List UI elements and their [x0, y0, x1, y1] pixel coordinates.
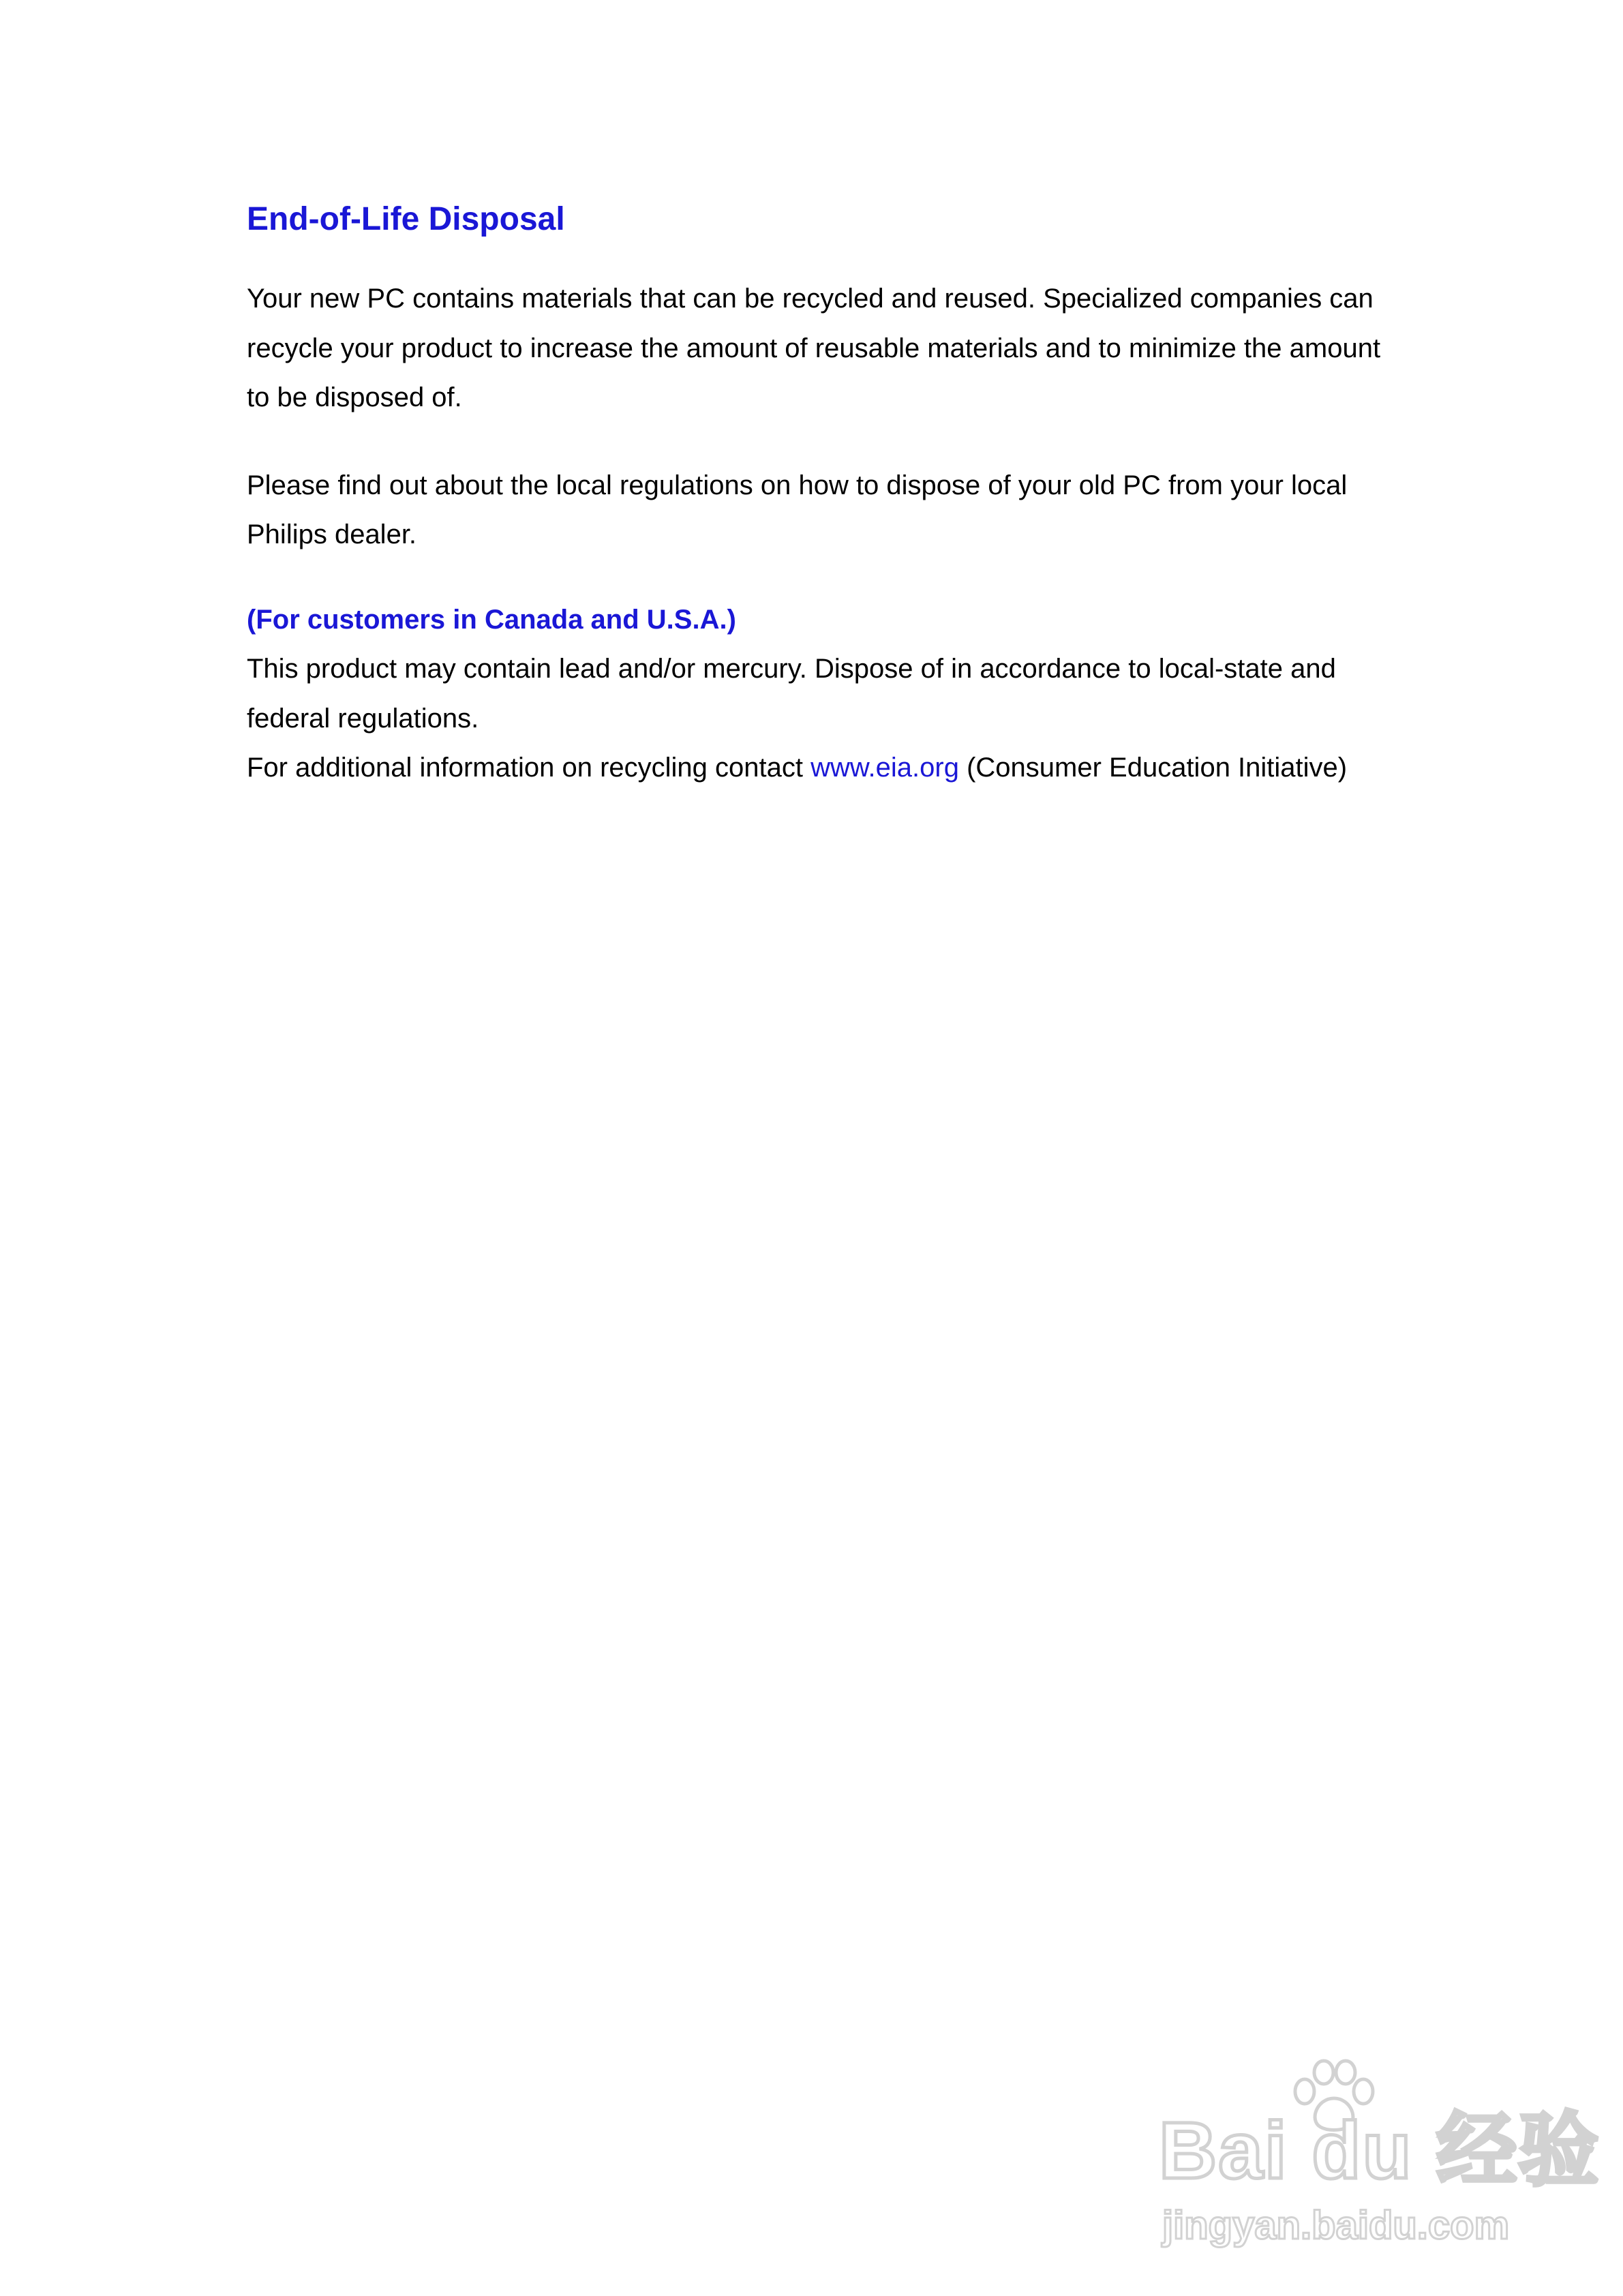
watermark-url: jingyan.baidu.com	[1162, 2203, 1510, 2248]
recycling-contact-paragraph	[247, 743, 1406, 793]
recycling-contact-prefix: For additional information on recycling contact	[247, 753, 811, 783]
recycling-contact-suffix: (Consumer Education Initiative)	[958, 753, 1348, 783]
baidu-watermark	[1159, 2059, 1601, 2250]
document-page	[247, 199, 1406, 793]
lead-mercury-paragraph: This product may contain lead and/or mercury. Dispose of in accordance to local-state and federal regulations.	[247, 654, 1336, 734]
page-title: End-of-Life Disposal	[247, 201, 565, 237]
watermark-logo: Bai du 经验	[1159, 2106, 1601, 2196]
region-subheading: (For customers in Canada and U.S.A.)	[247, 604, 736, 635]
eia-link[interactable]: www.eia.org	[810, 753, 959, 783]
regulations-paragraph: Please find out about the local regulations on how to dispose of your old PC from your local Philips dealer.	[247, 470, 1348, 549]
intro-paragraph: Your new PC contains materials that can be recycled and reused. Specialized companies can recycle your product to increase the amount of reusable materials and to minimize the amount to be disposed of.	[247, 284, 1381, 412]
